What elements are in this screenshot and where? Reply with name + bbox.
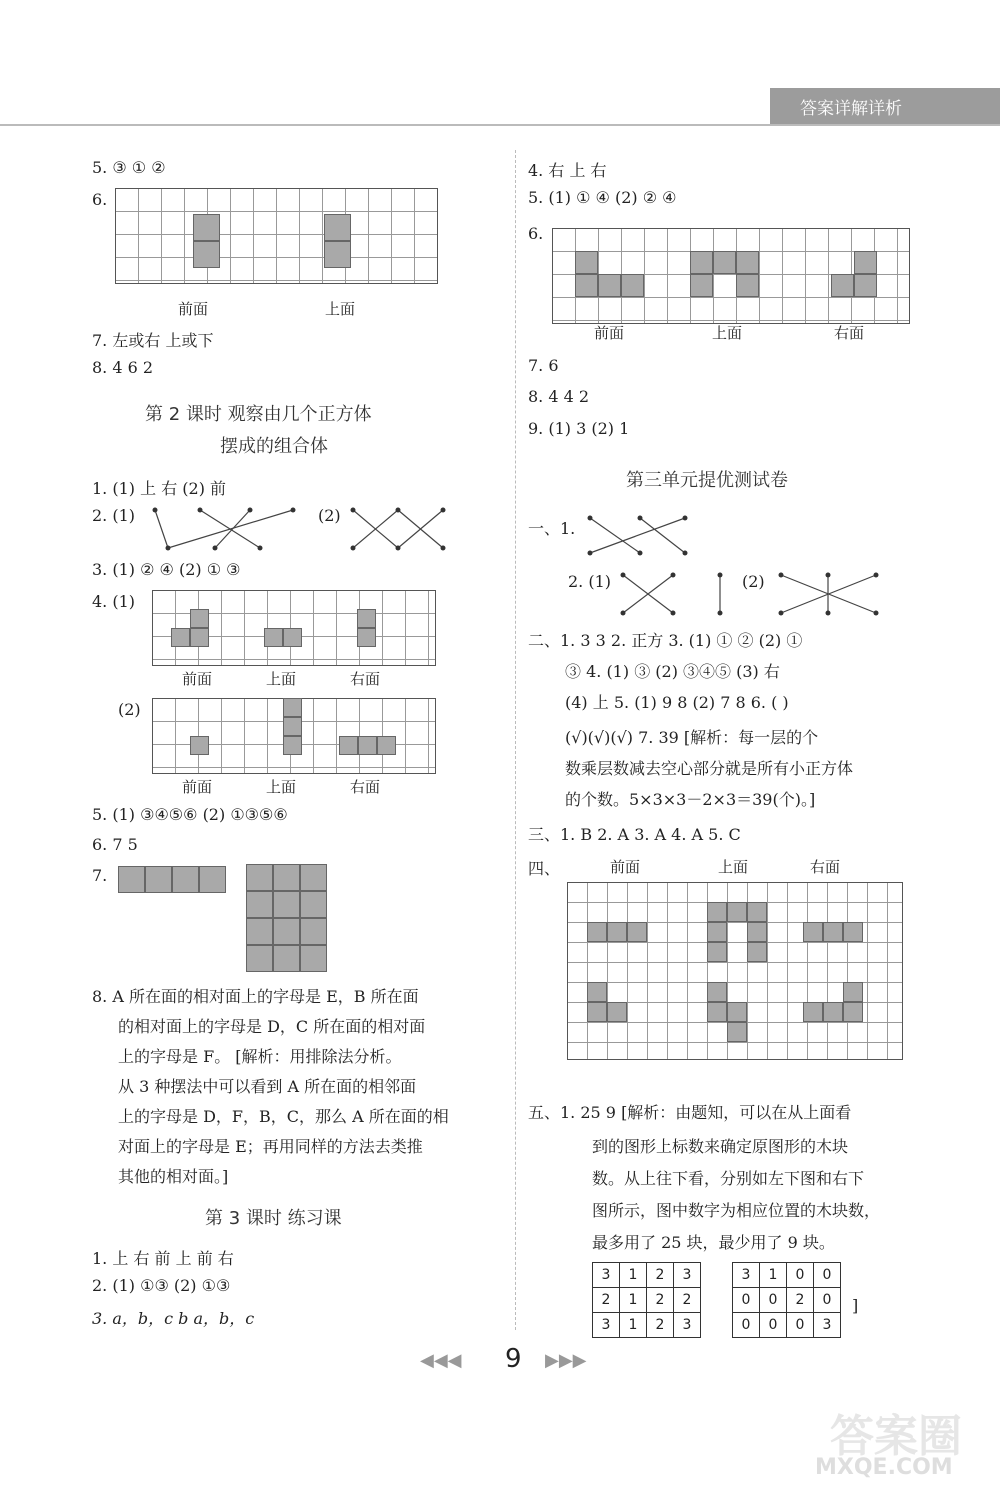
shaded-cell bbox=[690, 251, 713, 274]
table-cell: 2 bbox=[647, 1288, 674, 1313]
answer-l-q7: 7. 左或右 上或下 bbox=[92, 331, 214, 350]
shaded-cell bbox=[273, 891, 300, 918]
watermark-site: MXQE.COM bbox=[815, 1455, 953, 1480]
shaded-cell bbox=[300, 864, 327, 891]
shaded-cell bbox=[707, 942, 727, 962]
table-row bbox=[733, 1288, 841, 1313]
shaded-cell bbox=[621, 274, 644, 297]
shaded-cell bbox=[264, 628, 283, 647]
answer-r-q7: 7. 6 bbox=[528, 356, 559, 375]
answer-l2-q8-line: 的相对面上的字母是 D，C 所在面的相对面 bbox=[118, 1017, 426, 1036]
table-cell: 1 bbox=[620, 1263, 647, 1288]
column-divider bbox=[515, 150, 516, 1330]
view-label-front: 前面 bbox=[610, 858, 641, 876]
answer-s1-1: 一、1. bbox=[528, 519, 576, 538]
table-cell: 0 bbox=[760, 1313, 787, 1338]
answer-s2-line: ③ 4. (1) ③ (2) ③④⑤ (3) 右 bbox=[565, 662, 780, 681]
shaded-cell bbox=[854, 251, 877, 274]
shaded-cell bbox=[358, 736, 377, 755]
header-rule bbox=[0, 124, 1000, 126]
shaded-cell bbox=[727, 1022, 747, 1042]
table-row bbox=[593, 1263, 701, 1288]
shaded-cell bbox=[803, 922, 823, 942]
shaded-cell bbox=[273, 864, 300, 891]
table-cell: 3 bbox=[593, 1263, 620, 1288]
answer-s2-line: (4) 上 5. (1) 9 8 (2) 7 8 6. ( ) bbox=[565, 693, 789, 712]
shaded-cell bbox=[713, 251, 736, 274]
answer-l3-q2: 2. (1) ①③ (2) ①③ bbox=[92, 1276, 231, 1295]
shaded-cell bbox=[690, 274, 713, 297]
answer-r-q4: 4. 右 上 右 bbox=[528, 161, 607, 180]
view-label-front: 前面 bbox=[182, 670, 213, 688]
shaded-cell bbox=[357, 628, 376, 647]
shaded-cell bbox=[587, 922, 607, 942]
lesson3-title: 第 3 课时 练习课 bbox=[205, 1208, 342, 1229]
next-page-arrows[interactable]: ▶▶▶ bbox=[545, 1350, 587, 1371]
answer-s2-line: 数乘层数减去空心部分就是所有小正方体 bbox=[565, 759, 854, 778]
shaded-cell bbox=[747, 902, 767, 922]
answer-l2-q8-line: 其他的相对面。] bbox=[118, 1167, 229, 1186]
answer-s3: 三、1. B 2. A 3. A 4. A 5. C bbox=[528, 825, 741, 844]
shaded-cell bbox=[324, 214, 351, 241]
table-cell: 2 bbox=[647, 1313, 674, 1338]
shaded-cell bbox=[843, 922, 863, 942]
answer-l2-q6: 6. 7 5 bbox=[92, 835, 138, 854]
answer-l2-q1: 1. (1) 上 右 (2) 前 bbox=[92, 479, 227, 498]
table-row bbox=[593, 1288, 701, 1313]
answer-l2-q8-line: 8. A 所在面的相对面上的字母是 E，B 所在面 bbox=[92, 987, 419, 1006]
shaded-cell bbox=[246, 918, 273, 945]
shaded-cell bbox=[727, 902, 747, 922]
answer-s1-2b: (2) bbox=[742, 572, 765, 591]
matching-lines-l2-q2-2 bbox=[348, 505, 448, 555]
table-row bbox=[733, 1263, 841, 1288]
shaded-cell bbox=[199, 866, 226, 893]
table-cell: 2 bbox=[593, 1288, 620, 1313]
shaded-cell bbox=[607, 1002, 627, 1022]
shaded-cell bbox=[803, 1002, 823, 1022]
shaded-cell bbox=[300, 945, 327, 972]
shaded-cell bbox=[831, 274, 854, 297]
view-label-top: 上面 bbox=[718, 858, 749, 876]
table-cell: 3 bbox=[593, 1313, 620, 1338]
table-cell: 3 bbox=[733, 1263, 760, 1288]
view-label-right: 右面 bbox=[834, 324, 865, 342]
shaded-cell bbox=[283, 736, 302, 755]
table-cell: 0 bbox=[760, 1288, 787, 1313]
answer-l3-q1: 1. 上 右 前 上 前 右 bbox=[92, 1249, 234, 1268]
shaded-cell bbox=[171, 628, 190, 647]
answer-l3-q3: 3. a，b，c b a，b，c bbox=[92, 1309, 255, 1328]
lesson2-title: 第 2 课时 观察由几个正方体 bbox=[145, 404, 372, 425]
table-cell: 0 bbox=[733, 1288, 760, 1313]
answer-r-q8: 8. 4 4 2 bbox=[528, 387, 590, 406]
shaded-cell bbox=[707, 1002, 727, 1022]
answer-l2-q7: 7. bbox=[92, 866, 108, 885]
answer-r-q5: 5. (1) ① ④ (2) ② ④ bbox=[528, 188, 677, 207]
matching-lines-s1-1 bbox=[585, 513, 690, 561]
table-close-bracket: ] bbox=[852, 1296, 859, 1315]
table-cell: 3 bbox=[674, 1263, 701, 1288]
shaded-cell bbox=[190, 609, 209, 628]
table-cell: 3 bbox=[674, 1313, 701, 1338]
shaded-cell bbox=[575, 251, 598, 274]
page-number: 9 bbox=[505, 1344, 522, 1374]
shaded-cell bbox=[587, 982, 607, 1002]
shaded-cell bbox=[823, 1002, 843, 1022]
shaded-cell bbox=[193, 241, 220, 268]
view-label-top: 上面 bbox=[266, 670, 297, 688]
unit-test-title: 第三单元提优测试卷 bbox=[626, 470, 788, 491]
shaded-cell bbox=[324, 241, 351, 268]
view-label-right: 右面 bbox=[810, 858, 841, 876]
header-title: 答案详解详析 bbox=[800, 99, 902, 119]
answer-l2-q4-1: 4. (1) bbox=[92, 592, 136, 611]
answer-l2-q4-2: (2) bbox=[118, 700, 141, 719]
shaded-cell bbox=[736, 251, 759, 274]
shaded-cell bbox=[246, 891, 273, 918]
table-cell: 0 bbox=[733, 1313, 760, 1338]
shaded-cell bbox=[627, 922, 647, 942]
answer-s5-line: 到的图形上标数来确定原图形的木块 bbox=[592, 1137, 849, 1156]
shaded-cell bbox=[823, 922, 843, 942]
shaded-cell bbox=[118, 866, 145, 893]
shaded-cell bbox=[607, 922, 627, 942]
table-row bbox=[733, 1313, 841, 1338]
shaded-cell bbox=[843, 1002, 863, 1022]
lesson2-title-2: 摆成的组合体 bbox=[220, 436, 328, 457]
shaded-cell bbox=[246, 945, 273, 972]
shaded-cell bbox=[377, 736, 396, 755]
shaded-cell bbox=[598, 274, 621, 297]
view-label-top: 上面 bbox=[712, 324, 743, 342]
shaded-cell bbox=[843, 982, 863, 1002]
table-cell: 1 bbox=[620, 1313, 647, 1338]
matching-lines-s1-2-1 bbox=[618, 570, 728, 620]
answer-l2-q2: 2. (1) bbox=[92, 506, 136, 525]
table-cell: 1 bbox=[760, 1263, 787, 1288]
count-table-right bbox=[732, 1262, 841, 1338]
view-label-top: 上面 bbox=[266, 778, 297, 796]
shaded-cell bbox=[747, 942, 767, 962]
answer-r-q9: 9. (1) 3 (2) 1 bbox=[528, 419, 630, 438]
count-table-left bbox=[592, 1262, 701, 1338]
shaded-cell bbox=[283, 698, 302, 717]
shaded-cell bbox=[190, 628, 209, 647]
view-label-front: 前面 bbox=[594, 324, 625, 342]
prev-page-arrows[interactable]: ◀◀◀ bbox=[420, 1350, 462, 1371]
shaded-cell bbox=[575, 274, 598, 297]
shaded-cell bbox=[707, 922, 727, 942]
view-label-front: 前面 bbox=[178, 300, 209, 318]
view-label-top: 上面 bbox=[325, 300, 356, 318]
shaded-cell bbox=[727, 1002, 747, 1022]
answer-l-q6-label: 6. bbox=[92, 190, 108, 209]
answer-l-q5: 5. ③ ① ② bbox=[92, 158, 166, 177]
shaded-cell bbox=[300, 918, 327, 945]
table-row bbox=[593, 1313, 701, 1338]
watermark-logo: 答案圈 bbox=[830, 1411, 962, 1462]
shaded-cell bbox=[172, 866, 199, 893]
shaded-cell bbox=[246, 864, 273, 891]
shaded-cell bbox=[283, 628, 302, 647]
answer-l2-q8-line: 上的字母是 D，F，B，C，那么 A 所在面的相 bbox=[118, 1107, 449, 1126]
shaded-cell bbox=[854, 274, 877, 297]
shaded-cell bbox=[273, 918, 300, 945]
shaded-cell bbox=[707, 902, 727, 922]
answer-l-q8: 8. 4 6 2 bbox=[92, 358, 154, 377]
matching-lines-l2-q2-1 bbox=[150, 505, 300, 555]
shaded-cell bbox=[339, 736, 358, 755]
answer-l2-q8-line: 对面上的字母是 E；再用同样的方法去类推 bbox=[118, 1137, 423, 1156]
shaded-cell bbox=[190, 736, 209, 755]
grid-l-q6 bbox=[115, 188, 438, 284]
shaded-cell bbox=[193, 214, 220, 241]
answer-s5-line: 图所示，图中数字为相应位置的木块数， bbox=[592, 1201, 881, 1220]
answer-s2-line: (√)(√)(√) 7. 39 [解析：每一层的个 bbox=[565, 728, 819, 747]
table-cell: 0 bbox=[814, 1263, 841, 1288]
table-cell: 2 bbox=[674, 1288, 701, 1313]
answer-s5-line: 五、1. 25 9 [解析：由题知，可以在从上面看 bbox=[528, 1103, 852, 1122]
shaded-cell bbox=[300, 891, 327, 918]
shaded-cell bbox=[145, 866, 172, 893]
answer-s2-line: 二、1. 3 3 2. 正方 3. (1) ① ② (2) ① bbox=[528, 631, 803, 650]
view-label-right: 右面 bbox=[350, 670, 381, 688]
table-cell: 0 bbox=[814, 1288, 841, 1313]
answer-r-q6: 6. bbox=[528, 224, 544, 243]
shaded-cell bbox=[357, 609, 376, 628]
shaded-cell bbox=[283, 717, 302, 736]
answer-l2-q5: 5. (1) ③④⑤⑥ (2) ①③⑤⑥ bbox=[92, 805, 288, 824]
shaded-cell bbox=[273, 945, 300, 972]
answer-l2-q3: 3. (1) ② ④ (2) ① ③ bbox=[92, 560, 241, 579]
shaded-cell bbox=[707, 982, 727, 1002]
answer-s5-line: 数。从上往下看，分别如左下图和右下 bbox=[592, 1169, 865, 1188]
table-cell: 2 bbox=[647, 1263, 674, 1288]
answer-l2-q2-2: (2) bbox=[318, 506, 341, 525]
matching-lines-s1-2-2 bbox=[776, 570, 881, 620]
table-cell: 2 bbox=[787, 1288, 814, 1313]
shaded-cell bbox=[747, 922, 767, 942]
answer-s5-line: 最多用了 25 块，最少用了 9 块。 bbox=[592, 1233, 835, 1252]
shaded-cell bbox=[587, 1002, 607, 1022]
table-cell: 1 bbox=[620, 1288, 647, 1313]
table-cell: 3 bbox=[814, 1313, 841, 1338]
answer-l2-q8-line: 上的字母是 F。 [解析：用排除法分析。 bbox=[118, 1047, 402, 1066]
answer-s2-line: 的个数。5×3×3－2×3＝39(个)。] bbox=[565, 790, 816, 809]
view-label-front: 前面 bbox=[182, 778, 213, 796]
view-label-right: 右面 bbox=[350, 778, 381, 796]
answer-s4-label: 四、 bbox=[528, 859, 561, 878]
table-cell: 0 bbox=[787, 1263, 814, 1288]
shaded-cell bbox=[736, 274, 759, 297]
answer-l2-q8-line: 从 3 种摆法中可以看到 A 所在面的相邻面 bbox=[118, 1077, 417, 1096]
answer-s1-2: 2. (1) bbox=[568, 572, 612, 591]
table-cell: 0 bbox=[787, 1313, 814, 1338]
